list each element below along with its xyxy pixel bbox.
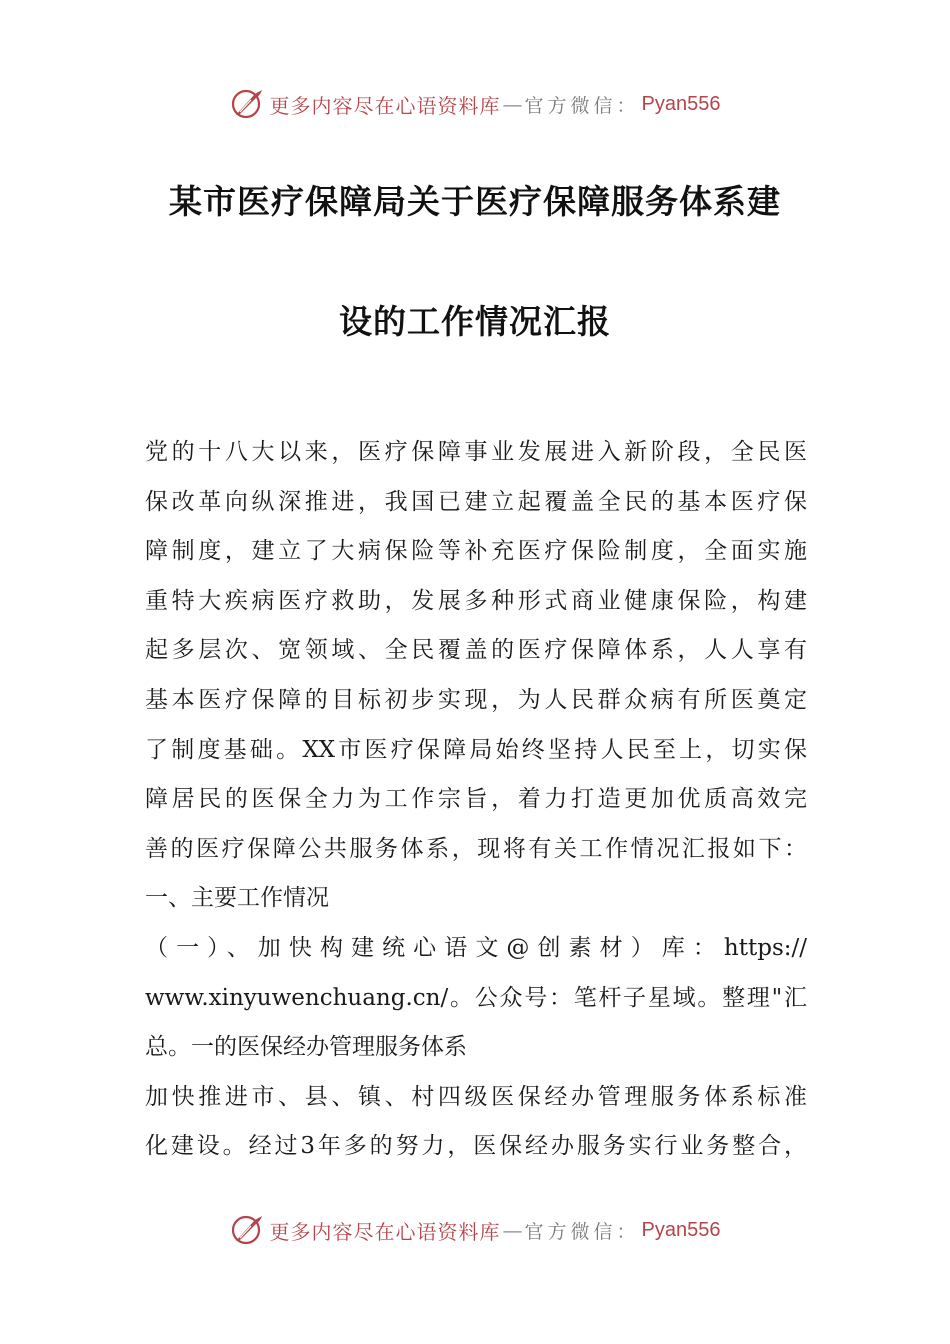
subsection-heading-line: 总。一的医保经办管理服务体系 xyxy=(145,1034,467,1061)
body-line: 障居民的医保全力为工作宗旨，着力打造更加优质高效完 xyxy=(145,786,807,813)
document-title-line-2: 设的工作情况汇报 xyxy=(339,302,611,341)
banner-wechat-label: 官方微信： xyxy=(524,94,640,117)
document-body xyxy=(145,428,807,1172)
body-line: 了制度基础。XX市医疗保障局始终坚持人民至上，切实保 xyxy=(145,736,807,763)
body-line: 起多层次、宽领域、全民覆盖的医疗保障体系，人人享有 xyxy=(145,637,807,664)
section-heading: 一、主要工作情况 xyxy=(145,885,329,912)
document-title-line-1: 某市医疗保障局关于医疗保障服务体系建 xyxy=(169,182,781,221)
banner-text: 更多内容尽在心语资料库 xyxy=(269,1219,501,1244)
body-line: 基本医疗保障的目标初步实现，为人民群众病有所医奠定 xyxy=(145,686,807,713)
body-line: 加快推进市、县、镇、村四级医保经办管理服务体系标准 xyxy=(145,1083,807,1110)
quill-logo-icon xyxy=(230,87,264,121)
subsection-heading-line: www.xinyuwenchuang.cn/。公众号：笔杆子星域。整理"汇 xyxy=(145,984,807,1011)
body-line: 保改革向纵深推进，我国已建立起覆盖全民的基本医疗保 xyxy=(145,488,807,515)
body-line: 重特大疾病医疗救助，发展多种形式商业健康保险，构建 xyxy=(145,587,807,614)
header-watermark-banner xyxy=(0,84,950,124)
body-line: 党的十八大以来，医疗保障事业发展进入新阶段，全民医 xyxy=(145,439,807,465)
banner-wechat-id: Pyan556 xyxy=(641,1218,721,1241)
banner-wechat-id: Pyan556 xyxy=(641,92,721,115)
banner-wechat-label: 官方微信： xyxy=(524,1220,640,1243)
subsection-heading-line: （一）、加快构建统心语文@创素材）库：https:// xyxy=(145,934,807,961)
banner-separator: — xyxy=(502,1218,523,1242)
body-line: 化建设。经过3年多的努力，医保经办服务实行业务整合， xyxy=(145,1133,807,1160)
body-line: 善的医疗保障公共服务体系，现将有关工作情况汇报如下： xyxy=(145,835,807,862)
quill-logo-icon xyxy=(230,1213,264,1247)
banner-separator: — xyxy=(502,92,523,116)
banner-text: 更多内容尽在心语资料库 xyxy=(269,93,501,118)
body-line: 障制度，建立了大病保险等补充医疗保险制度，全面实施 xyxy=(145,538,807,565)
footer-watermark-banner xyxy=(0,1210,950,1250)
